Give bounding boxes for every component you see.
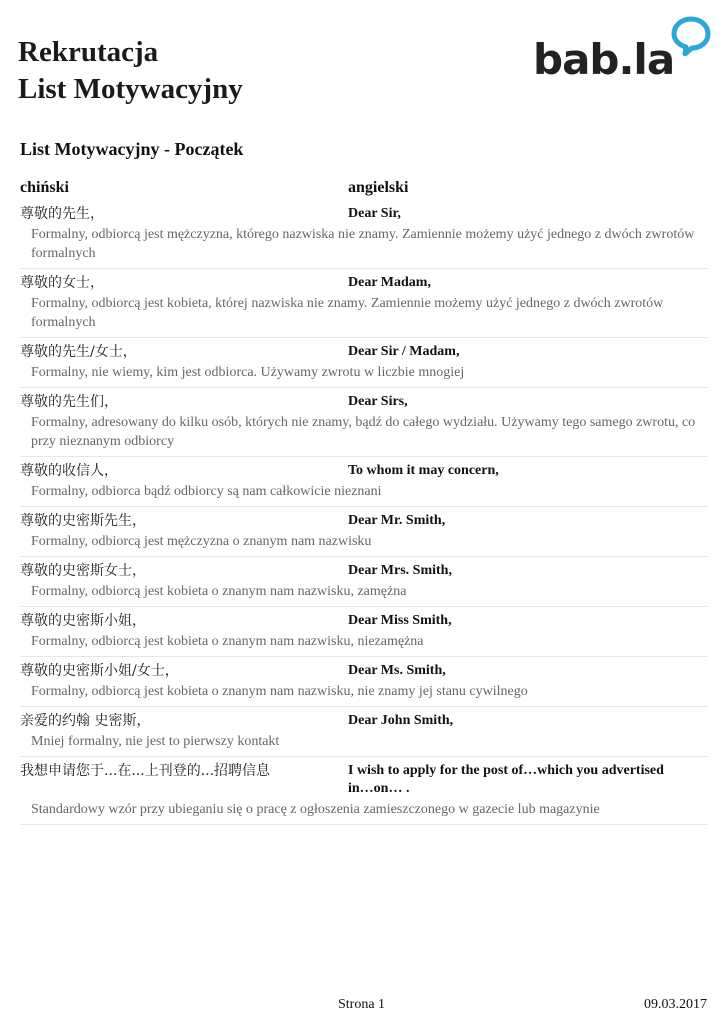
target-phrase: Dear Sirs, bbox=[348, 394, 408, 409]
phrase-entry bbox=[20, 388, 708, 457]
babla-logo bbox=[533, 16, 713, 82]
source-phrase: 尊敬的史密斯小姐/女士， bbox=[20, 663, 179, 679]
source-phrase: 亲爱的约翰 史密斯， bbox=[20, 713, 151, 729]
phrase-entry bbox=[20, 200, 708, 269]
target-phrase: Dear Ms. Smith, bbox=[348, 663, 446, 678]
phrase-pair bbox=[20, 662, 708, 680]
target-phrase: To whom it may concern, bbox=[348, 463, 499, 478]
phrase-pair bbox=[20, 562, 708, 580]
usage-note: Formalny, odbiorcą jest kobieta, której nazwiska nie znamy. Zamiennie możemy użyć jednego z dwóch zwrotów formalnych bbox=[31, 296, 664, 330]
usage-note: Formalny, odbiorcą jest kobieta o znanym nam nazwisku, zamężna bbox=[31, 584, 407, 599]
phrase-pair bbox=[20, 205, 708, 223]
target-phrase: Dear Mr. Smith, bbox=[348, 513, 446, 528]
target-phrase: Dear Madam, bbox=[348, 275, 431, 290]
phrase-entry bbox=[20, 607, 708, 657]
section-heading: List Motywacyjny - Początek bbox=[20, 139, 244, 159]
source-phrase: 尊敬的先生们， bbox=[20, 394, 118, 410]
source-phrase: 尊敬的先生， bbox=[20, 206, 104, 222]
phrase-pair bbox=[20, 762, 708, 798]
target-phrase: Dear Mrs. Smith, bbox=[348, 563, 452, 578]
usage-note: Standardowy wzór przy ubieganiu się o pracę z ogłoszenia zamieszczonego w gazecie lub magazynie bbox=[31, 802, 600, 817]
footer-date: 09.03.2017 bbox=[644, 997, 707, 1012]
usage-note: Formalny, adresowany do kilku osób, których nie znamy, bądź do całego wydziału. Używamy tego samego zwrotu, co przy nieznanym odbiorcy bbox=[31, 415, 696, 449]
phrase-entry bbox=[20, 457, 708, 507]
usage-note: Formalny, nie wiemy, kim jest odbiorca. Używamy zwrotu w liczbie mnogiej bbox=[31, 365, 465, 380]
target-phrase: Dear Miss Smith, bbox=[348, 613, 452, 628]
document-title bbox=[18, 34, 243, 108]
phrase-pair bbox=[20, 512, 708, 530]
usage-note: Formalny, odbiorcą jest kobieta o znanym nam nazwisku, niezamężna bbox=[31, 634, 424, 649]
phrase-pair bbox=[20, 274, 708, 292]
column-header-target: angielski bbox=[348, 179, 409, 196]
phrase-entry bbox=[20, 707, 708, 757]
phrase-entry bbox=[20, 269, 708, 338]
usage-note: Formalny, odbiorcą jest kobieta o znanym nam nazwisku, nie znamy jej stanu cywilnego bbox=[31, 684, 528, 699]
title-line-1: Rekrutacja bbox=[18, 36, 159, 68]
column-header-source: chiński bbox=[20, 179, 69, 196]
page-number: Strona 1 bbox=[338, 997, 386, 1012]
source-phrase: 尊敬的女士， bbox=[20, 275, 104, 291]
phrase-pair bbox=[20, 712, 708, 730]
usage-note: Formalny, odbiorcą jest mężczyzna, którego nazwiska nie znamy. Zamiennie możemy użyć jednego z dwóch zwrotów formalnych bbox=[31, 227, 695, 261]
phrase-entry bbox=[20, 507, 708, 557]
target-phrase: Dear Sir / Madam, bbox=[348, 344, 460, 359]
phrase-entry bbox=[20, 657, 708, 707]
usage-note: Formalny, odbiorca bądź odbiorcy są nam całkowicie nieznani bbox=[31, 484, 382, 499]
source-phrase: 尊敬的史密斯女士， bbox=[20, 563, 146, 579]
target-phrase: I wish to apply for the post of…which you advertised in…on… . bbox=[348, 763, 664, 796]
usage-note: Mniej formalny, nie jest to pierwszy kontakt bbox=[31, 734, 280, 749]
logo-text: bab.la bbox=[533, 35, 675, 84]
source-phrase: 尊敬的史密斯小姐， bbox=[20, 613, 146, 629]
phrase-pair bbox=[20, 343, 708, 361]
source-phrase: 尊敬的先生/女士， bbox=[20, 344, 137, 360]
source-phrase: 我想申请您于...在...上刊登的...招聘信息 bbox=[20, 763, 271, 779]
target-phrase: Dear John Smith, bbox=[348, 713, 454, 728]
phrase-list bbox=[20, 200, 708, 825]
phrase-pair bbox=[20, 393, 708, 411]
source-phrase: 尊敬的史密斯先生， bbox=[20, 513, 146, 529]
title-line-2: List Motywacyjny bbox=[18, 73, 243, 105]
phrase-pair bbox=[20, 612, 708, 630]
phrase-entry bbox=[20, 557, 708, 607]
target-phrase: Dear Sir, bbox=[348, 206, 401, 221]
usage-note: Formalny, odbiorcą jest mężczyzna o znanym nam nazwisku bbox=[31, 534, 372, 549]
source-phrase: 尊敬的收信人， bbox=[20, 463, 118, 479]
phrase-entry bbox=[20, 338, 708, 388]
speech-bubble-icon bbox=[671, 16, 711, 56]
phrase-pair bbox=[20, 462, 708, 480]
phrase-entry bbox=[20, 757, 708, 825]
